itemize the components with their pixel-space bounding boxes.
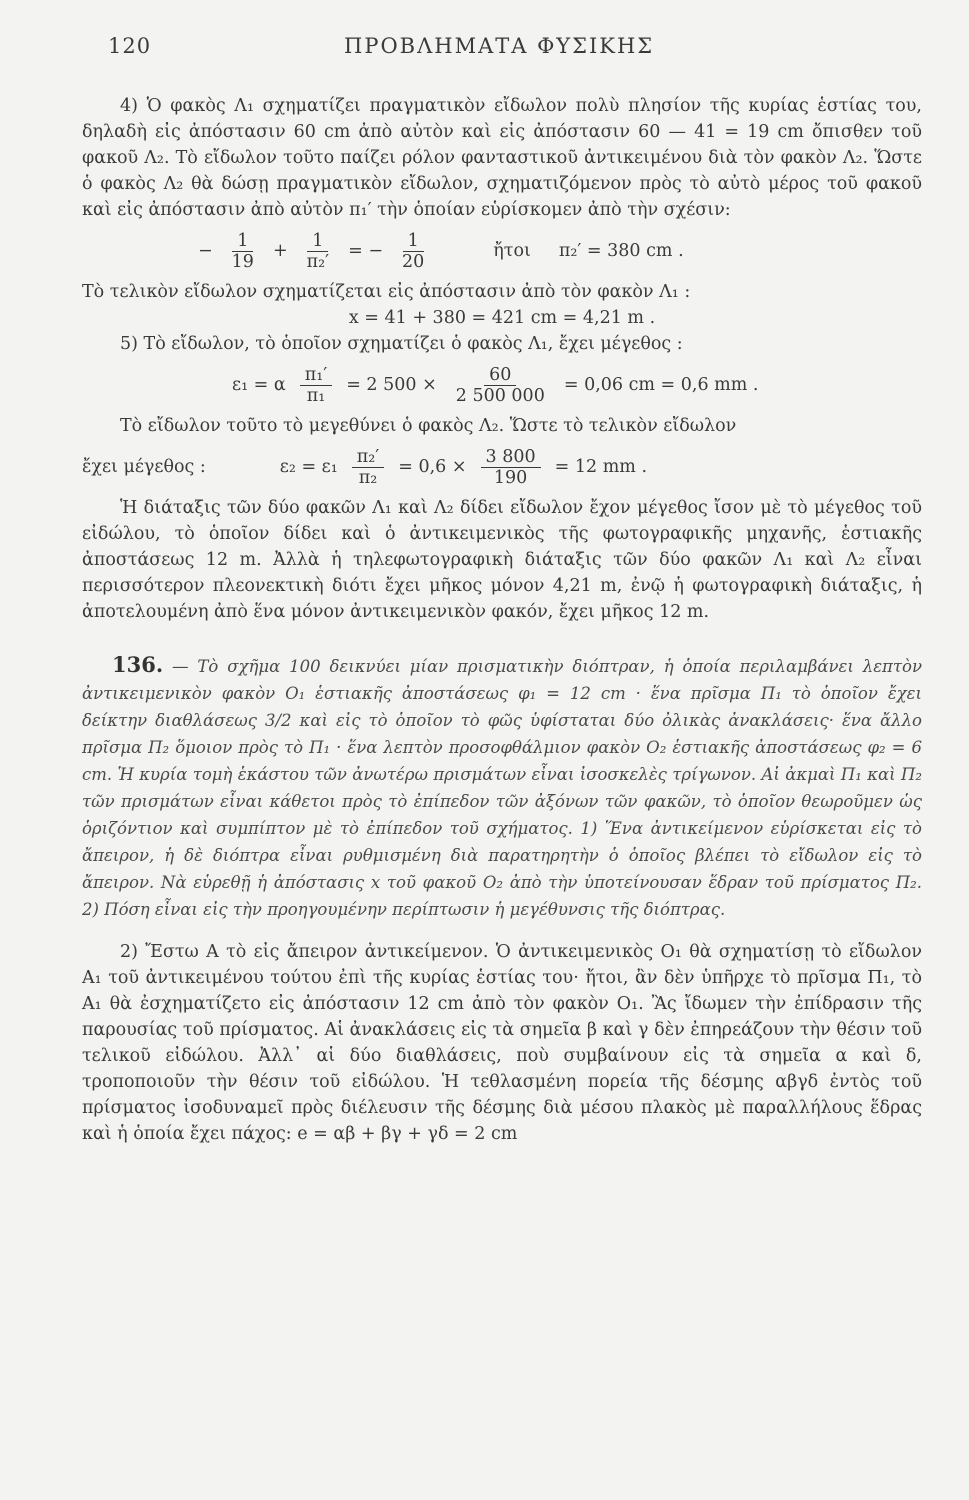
page-number: 120 bbox=[108, 34, 152, 58]
fraction: $\frac{1}{19}$ bbox=[231, 230, 254, 272]
fraction: $\frac{1}{20}$ bbox=[402, 230, 425, 272]
eq-plus: + bbox=[272, 241, 288, 261]
page-body bbox=[82, 93, 922, 1147]
eq-equals: = − bbox=[348, 241, 384, 261]
paragraph-6: Ἡ διάταξις τῶν δύο φακῶν Λ₁ καὶ Λ₂ δίδει εἴδωλον ἔχον μέγεθος ἴσον μὲ τὸ μέγεθος τοῦ εἰδώλου, τὸ ὁποῖον δίδει καὶ ὁ ἀντικειμενικὸς τῆς φωτογραφικῆς μηχανῆς, ἑστιακῆς ἀποστάσεως 12 m. Ἀλλὰ ἡ τηλεφωτογραφικὴ διάταξις τῶν δύο φακῶν Λ₁ καὶ Λ₂ εἶναι περισσότερον πλεονεκτικὴ διότι ἔχει μῆκος μόνον 4,21 m, ἐνῷ ἡ φωτογραφικὴ διάταξις, ἡ ἀποτελουμένη ἀπὸ ἕνα μόνον ἀντικειμενικὸν φακόν, ἔχει μῆκος 12 m. bbox=[82, 498, 922, 622]
paragraph-solution-2: 2) Ἔστω A τὸ εἰς ἄπειρον ἀντικείμενον. Ὁ ἀντικειμενικὸς O₁ θὰ σχηματίσῃ τὸ εἴδωλον A₁ τοῦ ἀντικειμένου τούτου ἐπὶ τῆς κυρίας ἑστίας του· ἤτοι, ἂν δὲν ὑπῆρχε τὸ πρῖσμα Π₁, τὸ A₁ θὰ ἐσχηματίζετο εἰς ἀπόστασιν 12 cm ἀπὸ τὸν φακὸν O₁. Ἂς ἴδωμεν τὴν ἐπίδρασιν τῆς παρουσίας τοῦ πρίσματος. Αἱ ἀνακλάσεις εἰς τὰ σημεῖα β καὶ γ δὲν ἐπηρεάζουν τὴν θέσιν τοῦ τελικοῦ εἰδώλου. Ἀλλ᾽ αἱ δύο διαθλάσεις, ποὺ συμβαίνουν εἰς τὰ σημεῖα α καὶ δ, τροποποιοῦν τὴν θέσιν τοῦ εἰδώλου. Ἡ τεθλασμένη πορεία τῆς δέσμης αβγδ ἐντὸς τοῦ πρίσματος ἰσοδυναμεῖ πρὸς διέλευσιν τῆς δέσμης διὰ μέσου πλακὸς μὲ παραλλήλους ἕδρας καὶ ἡ ὁποία ἔχει πάχος: e = αβ + βγ + γδ = 2 cm bbox=[82, 942, 922, 1144]
paragraph-5: 5) Τὸ εἴδωλον, τὸ ὁποῖον σχηματίζει ὁ φακὸς Λ₁, ἔχει μέγεθος : bbox=[120, 334, 683, 354]
eq-lhs: ε₂ = ε₁ bbox=[279, 457, 338, 477]
eq-minus: − bbox=[198, 241, 213, 261]
fraction: $\frac{\text{π₁′}}{\text{π₁}}$ bbox=[300, 365, 333, 406]
running-title: ΠΡΟΒΛΗΜΑΤΑ ΦΥΣΙΚΗΣ bbox=[344, 34, 655, 58]
problem-136 bbox=[82, 651, 922, 923]
fraction: $\frac{\text{π₂′}}{\text{π₂}}$ bbox=[352, 447, 385, 488]
eq-mid: = 0,6 × bbox=[398, 457, 467, 477]
fraction: $\frac{1}{\text{π₂′}}$ bbox=[306, 230, 330, 272]
equation-distance: x = 41 + 380 = 421 cm = 4,21 m . bbox=[348, 308, 656, 328]
equation-size-1 bbox=[232, 361, 922, 409]
eq-result: = 12 mm . bbox=[554, 457, 648, 477]
eq-prefix: ἔχει μέγεθος : bbox=[82, 457, 206, 477]
fraction: $\frac{60}{2 500 000}$ bbox=[455, 364, 545, 406]
eq-word: ἤτοι bbox=[493, 241, 531, 261]
equation-lens-formula bbox=[198, 227, 922, 275]
paragraph-4: 4) Ὁ φακὸς Λ₁ σχηματίζει πραγματικὸν εἴδωλον πολὺ πλησίον τῆς κυρίας ἑστίας του, δηλαδὴ εἰς ἀπόστασιν 60 cm ἀπὸ αὐτὸν καὶ εἰς ἀπόστασιν 60 — 41 = 19 cm ὄπισθεν τοῦ φακοῦ Λ₂. Τὸ εἴδωλον τοῦτο παίζει ρόλον φανταστικοῦ ἀντικειμένου διὰ τὸν φακὸν Λ₂. Ὥστε ὁ φακὸς Λ₂ θὰ δώσῃ πραγματικὸν εἴδωλον, σχηματιζόμενον πρὸς τὸ αὐτὸ μέρος τοῦ φακοῦ καὶ εἰς ἀπόστασιν ἀπὸ αὐτὸν π₁′ τὴν ὁποίαν εὑρίσκομεν ἀπὸ τὴν σχέσιν: bbox=[82, 96, 922, 220]
paragraph-4b: Τὸ τελικὸν εἴδωλον σχηματίζεται εἰς ἀπόστασιν ἀπὸ τὸν φακὸν Λ₁ : bbox=[82, 282, 691, 302]
equation-size-2 bbox=[82, 443, 922, 491]
eq-mid: = 2 500 × bbox=[346, 375, 437, 395]
eq-lhs: ε₁ = α bbox=[232, 375, 286, 395]
paragraph-5b: Τὸ εἴδωλον τοῦτο τὸ μεγεθύνει ὁ φακὸς Λ₂. Ὥστε τὸ τελικὸν εἴδωλον bbox=[120, 416, 737, 436]
fraction: $\frac{3 800}{190}$ bbox=[481, 447, 541, 488]
problem-number: 136. bbox=[112, 652, 164, 677]
eq-result: = 0,06 cm = 0,6 mm . bbox=[563, 375, 759, 395]
problem-text: — Τὸ σχῆμα 100 δεικνύει μίαν πρισματικὴν διόπτραν, ἡ ὁποία περιλαμβάνει λεπτὸν ἀντικειμενικὸν φακὸν O₁ ἑστιακῆς ἀποστάσεως φ₁ = 12 cm · ἕνα πρῖσμα Π₁ τὸ ὁποῖον ἔχει δείκτην διαθλάσεως 3/2 καὶ εἰς τὸ ὁποῖον τὸ φῶς ὑφίσταται δύο ὀλικὰς ἀνακλάσεις· ἕνα ἄλλο πρῖσμα Π₂ ὅμοιον πρὸς τὸ Π₁ · ἕνα λεπτὸν προσοφθάλμιον φακὸν O₂ ἑστιακῆς ἀποστάσεως φ₂ = 6 cm. Ἡ κυρία τομὴ ἑκάστου τῶν ἀνωτέρω πρισμάτων εἶναι ἰσοσκελὲς τρίγωνον. Αἱ ἀκμαὶ Π₁ καὶ Π₂ τῶν πρισμάτων εἶναι κάθετοι πρὸς τὸ ἐπίπεδον τῶν ἀξόνων τῶν φακῶν, τὸ ὁποῖον θεωροῦμεν ὡς ὁριζόντιον καὶ συμπίπτον μὲ τὸ ἐπίπεδον τοῦ σχήματος. 1) Ἕνα ἀντικείμενον εὑρίσκεται εἰς τὸ ἄπειρον, ἡ δὲ διόπτρα εἶναι ρυθμισμένη διὰ παρατηρητὴν ὁ ὁποῖος βλέπει τὸ εἴδωλον εἰς τὸ ἄπειρον. Νὰ εὑρεθῇ ἡ ἀπόστασις x τοῦ φακοῦ O₂ ἀπὸ τὴν ὑποτείνουσαν ἕδραν τοῦ πρίσματος Π₂. 2) Πόση εἶναι εἰς τὴν προηγουμένην περίπτωσιν ἡ μεγέθυνσις τῆς διόπτρας. bbox=[82, 657, 922, 919]
eq-result: π₂′ = 380 cm . bbox=[558, 241, 684, 261]
